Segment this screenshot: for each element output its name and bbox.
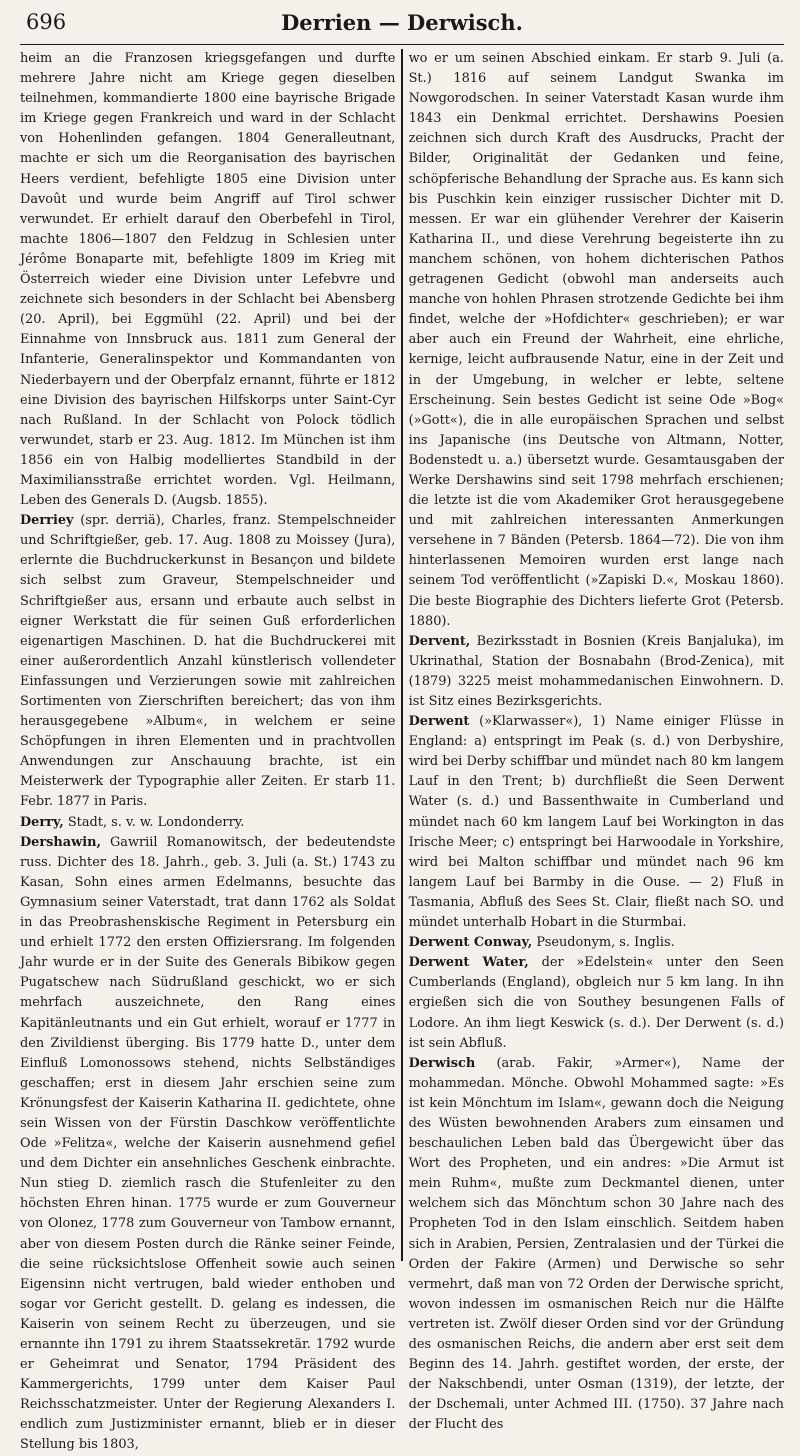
entry-headword: Derwent (408, 714, 470, 730)
right-column (408, 49, 784, 1433)
entry-text: heim an die Franzosen kriegsgefangen und durfte mehrere Jahre nicht am Kriege gegen dieselben teilnehmen, kommandierte 1800 eine bayrische Brigade im Kriege gegen Frankreich und ward in der Schlacht von Hohenlinden gefangen. 1804 Generalleutnant, machte er sich um die Reorganisation des bayrischen Heers verdient, befehligte 1805 eine Division unter Davoût und wurde beim Angriff auf Tirol schwer verwundet. Er erhielt darauf den Oberbefehl in Tirol, machte 1806—1807 den Feldzug in Schlesien unter Jérôme Bonaparte mit, befehligte 1809 im Krieg mit Österreich wieder eine Division unter Lefebvre und zeichnete sich besonders in der Schlacht bei Abensberg (20. April), bei Eggmühl (22. April) und bei der Einnahme von Innsbruck aus. 1811 zum General der Infanterie, Generalinspektor und Kommandanten von Niederbayern und der Oberpfalz ernannt, führte er 1812 eine Division des bayrischen Hilfskorps unter Saint-Cyr nach Rußland. In der Schlacht von Polock tödlich verwundet, starb er 23. Aug. 1812. Im München ist ihm 1856 ein von Halbig modelliertes Standbild in der Maximiliansstraße errichtet worden. Vgl. Heilmann, Leben des Generals D. (Augsb. 1855). (20, 51, 396, 509)
entry-paragraph (20, 49, 395, 511)
entry-paragraph (409, 632, 784, 712)
entry-paragraph (20, 833, 395, 1456)
entry-paragraph (409, 953, 784, 1053)
entry-text: der »Edelstein« unter den Seen Cumberlands (England), obgleich nur 5 km lang. In ihn ergießen sich die von Southey besungenen Falls of Lodore. An ihm liegt Keswick (s. d.). Der Derwent (s. d.) ist sein Abfluß. (408, 955, 784, 1051)
entry-headword: Derwent Water, (408, 955, 529, 971)
entry-headword: Derwent Conway, (408, 935, 533, 951)
running-title: Derrien — Derwisch. (281, 10, 523, 35)
entry-text: (spr. derriä), Charles, franz. Stempelschneider und Schriftgießer, geb. 17. Aug. 1808 zu Moissey (Jura), erlernte die Buchdruckerkunst in Besançon und bildete sich selbst zum Graveur, Stempelschneider und Schriftgießer aus, ersann und erbaute auch selbst in eigner Werkstatt die für seinen Guß erforderlichen eigenartigen Maschinen. D. hat die Buchdruckerei mit einer außerordentlich Anzahl künstlerisch vollendeter Einfassungen und Verzierungen sowie mit zahlreichen Sortimenten von Zierschriften bereichert; das von ihm herausgegebene »Album«, in welchem er seine Schöpfungen in ihren Elementen und in prachtvollen Anwendungen zur Anschauung brachte, ist ein Meisterwerk der Typographie aller Zeiten. Er starb 11. Febr. 1877 in Paris. (20, 513, 396, 810)
page-number: 696 (26, 10, 67, 34)
entry-paragraph (409, 933, 784, 953)
entry-headword: Derry, (20, 814, 64, 830)
page-header (20, 8, 784, 45)
entry-text: Gawriil Romanowitsch, der bedeutendste russ. Dichter des 18. Jahrh., geb. 3. Juli (a. St.) 1743 zu Kasan, Sohn eines armen Edelmanns, besuchte das Gymnasium seiner Vaterstadt, trat dann 1762 als Soldat in das Preobrashenskische Regiment in Petersburg ein und erhielt 1772 den ersten Offiziersrang. Im folgenden Jahr wurde er in der Suite des Generals Bibikow gegen Pugatschew nach Südrußland geschickt, wo er sich mehrfach auszeichnete, den Rang eines Kapitänleutnants und ein Gut erhielt, worauf er 1777 in den Zivildienst überging. Bis 1779 hatte D., unter dem Einfluß Lomonossows stehend, nichts Selbständiges geschaffen; erst in diesem Jahr erschien seine zum Krönungsfest der Kaiserin Katharina II. gedichtete, ohne sein Wissen von der Fürstin Daschkow veröffentlichte Ode »Felitza«, welche der Kaiserin ausnehmend gefiel und dem Dichter ein ansehnliches Geschenk einbrachte. Nun stieg D. ziemlich rasch die Stufenleiter zu den höchsten Ehren hinan. 1775 wurde er zum Gouverneur von Olonez, 1778 zum Gouverneur von Tambow ernannt, aber von diesem Posten durch die Ränke seiner Feinde, die seine rücksichtslose Offenheit sowie auch seinen Eigensinn nicht vertrugen, bald wieder enthoben und sogar vor Gericht gestellt. D. gelang es indessen, die Kaiserin von seinem Recht zu überzeugen, und sie ernannte ihn 1791 zu ihrem Staatssekretär. 1792 wurde er Geheimrat und Senator, 1794 Präsident des Kammergerichts, 1799 unter dem Kaiser Paul Reichsschatzmeister. Unter der Regierung Alexanders I. endlich zum Justizminister ernannt, blieb er in dieser Stellung bis 1803, (20, 834, 396, 1453)
entry-headword: Derwisch (408, 1055, 476, 1071)
entry-paragraph (409, 712, 784, 933)
entry-headword: Derriey (20, 513, 74, 529)
column-divider (401, 49, 402, 1261)
entry-text: (»Klarwasser«), 1) Name einiger Flüsse in England: a) entspringt im Peak (s. d.) von Derbyshire, wird bei Derby schiffbar und mündet nach 80 km langem Lauf in den Trent; b) durchfließt die Seen Derwent Water (s. d.) und Bassenthwaite in Cumberland und mündet nach 60 km langem Lauf bei Workington in das Irische Meer; c) entspringt bei Harwoodale in Yorkshire, wird bei Malton schiffbar und mündet nach 96 km langem Lauf bei Barmby in die Ouse. — 2) Fluß in Tasmania, Abfluß des Sees St. Clair, fließt nach SO. und mündet unterhalb Hobart in die Sturmbai. (408, 714, 784, 931)
entry-paragraph (20, 813, 395, 833)
entry-paragraph (409, 1054, 784, 1436)
entry-text: Bezirksstadt in Bosnien (Kreis Banjaluka), im Ukrinathal, Station der Bosnabahn (Brod-Zenica), mit (1879) 3225 meist mohammedanischen Einwohnern. D. ist Sitz eines Bezirksgerichts. (408, 633, 784, 709)
entry-paragraph (20, 511, 395, 812)
entry-text: Stadt, s. v. w. Londonderry. (63, 814, 245, 830)
entry-text: wo er um seinen Abschied einkam. Er starb 9. Juli (a. St.) 1816 auf seinem Landgut Swanka im Nowgorodschen. In seiner Vaterstadt Kasan wurde ihm 1843 ein Denkmal errichtet. Dershawins Poesien zeichnen sich durch Kraft des Ausdrucks, Pracht der Bilder, Originalität der Gedanken und feine, schöpferische Behandlung der Sprache aus. Es kann sich bis Puschkin kein einziger russischer Dichter mit D. messen. Er war ein glühender Verehrer der Kaiserin Katharina II., und diese Verehrung begeisterte ihn zu manchem schönen, von hohem dichterischen Pathos getragenen Gedicht (obwohl man anderseits auch manche von hohlen Phrasen strotzende Gedichte bei ihm findet, welche der »Hofdichter« geschrieben); er war aber auch ein Freund der Wahrheit, eine ehrliche, kernige, leicht aufbrausende Natur, eine in der Zeit und in der Umgebung, in welcher er lebte, seltene Erscheinung. Sein bestes Gedicht ist seine Ode »Bog« (»Gott«), die in alle europäischen Sprachen und selbst ins Japanische (ins Deutsche von Altmann, Notter, Bodenstedt u. a.) übersetzt wurde. Gesamtausgaben der Werke Dershawins sind seit 1798 mehrfach erschienen; die letzte ist die vom Akademiker Grot herausgegebene und mit zahlreichen interessanten Anmerkungen versehene in 7 Bänden (Petersb. 1864—72). Die von ihm hinterlassenen Memoiren wurden erst lange nach seinem Tod veröffentlicht (»Zapiski D.«, Moskau 1860). Die beste Biographie des Dichters lieferte Grot (Petersb. 1880). (408, 51, 784, 629)
entry-text: Pseudonym, s. Inglis. (532, 935, 675, 951)
entry-headword: Dervent, (408, 633, 471, 649)
text-columns (20, 49, 784, 1453)
left-column (20, 49, 396, 1453)
entry-paragraph (409, 49, 784, 632)
entry-text: (arab. Fakir, »Armer«), Name der mohammedan. Mönche. Obwohl Mohammed sagte: »Es ist kein Mönchtum im Islam«, gewann doch die Neigung des Wüsten bewohnenden Arabers zum einsamen und beschaulichen Leben bald das Übergewicht über das Wort des Propheten, und ein andres: »Die Armut ist mein Ruhm«, mußte zum Deckmantel dienen, unter welchem sich das Mönchtum schon 30 Jahre nach des Propheten Tod in den Islam einschlich. Seitdem haben sich in Arabien, Persien, Zentralasien und der Türkei die Orden der Fakire (Armen) und Derwische so sehr vermehrt, daß man von 72 Orden der Derwische spricht, wovon indessen im osmanischen Reich nur die Hälfte vertreten ist. Zwölf dieser Orden sind vor der Gründung des osmanischen Reichs, die andern aber erst seit dem Beginn des 14. Jahrh. gestiftet worden, der erste, der der Nakschbendi, unter Osman (1319), der letzte, der der Dschemali, unter Achmed III. (1750). 37 Jahre nach der Flucht des (408, 1055, 784, 1433)
entry-headword: Dershawin, (20, 834, 102, 850)
